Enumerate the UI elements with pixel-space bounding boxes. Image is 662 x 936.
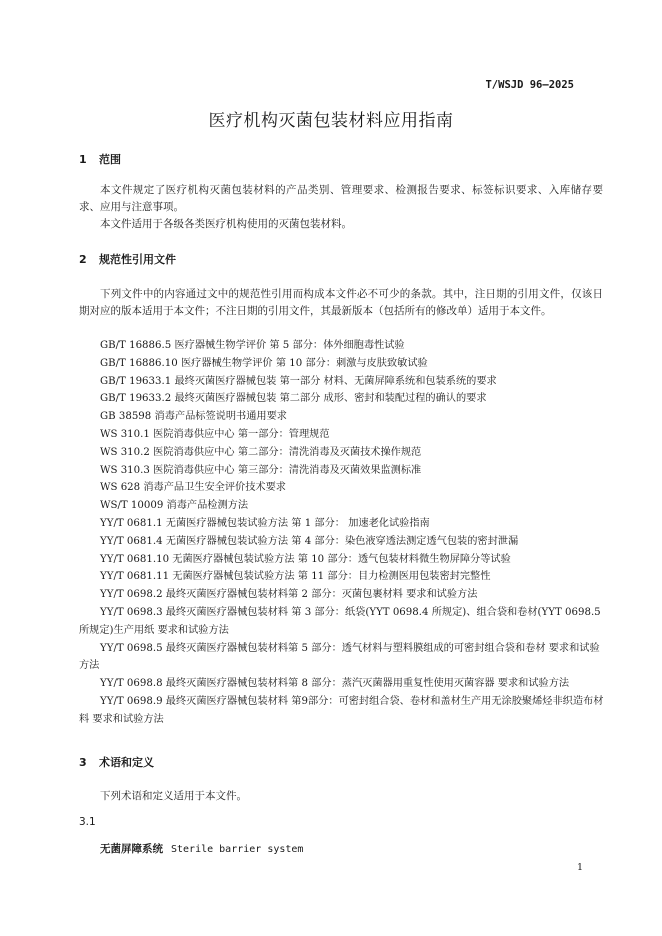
document-title: 医疗机构灭菌包装材料应用指南 xyxy=(208,111,454,131)
term-chinese-name: 无菌屏障系统 xyxy=(100,843,163,855)
references-intro: 下列文件中的内容通过文中的规范性引用而构成本文件必不可少的条款。其中，注日期的引用文件，仅该日期对应的版本适用于本文件；不注日期的引用文件，其最新版本（包括所有的修改单）适用于本文件。 xyxy=(79,288,603,317)
term-entry xyxy=(100,841,303,856)
reference-item: YY/T 0681.10 无菌医疗器械包装试验方法 第 10 部分：透气包装材料微生物屏障分等试验 xyxy=(100,553,511,565)
reference-item: GB/T 16886.5 医疗器械生物学评价 第 5 部分：体外细胞毒性试验 xyxy=(100,340,405,351)
section-1-title: 范围 xyxy=(99,153,121,166)
reference-item: YY/T 0698.8 最终灭菌医疗器械包装材料第 8 部分：蒸汽灭菌器用重复性使用灭菌容器 要求和试验方法 xyxy=(100,678,570,690)
section-2-heading xyxy=(79,251,176,267)
reference-item: GB/T 19633.1 最终灭菌医疗器械包装 第一部分 材料、无菌屏障系统和包装系统的要求 xyxy=(100,375,497,387)
reference-list xyxy=(79,337,605,729)
scope-paragraph-2: 本文件适用于各级各类医疗机构使用的灭菌包装材料。 xyxy=(100,218,352,230)
section-3-title: 术语和定义 xyxy=(99,756,154,769)
reference-item: WS/T 10009 消毒产品检测方法 xyxy=(100,500,249,512)
standard-code: T/WSJD 96—2025 xyxy=(485,79,574,91)
reference-item: YY/T 0698.9 最终灭菌医疗器械包装材料 第9部分：可密封组合袋、卷材和盖材生产用无涂胶聚烯烃非织造布材料 要求和试验方法 xyxy=(79,695,604,725)
section-1-heading xyxy=(79,151,121,167)
reference-item: GB 38598 消毒产品标签说明书通用要求 xyxy=(100,411,287,423)
reference-item: WS 310.2 医院消毒供应中心 第二部分：清洗消毒及灭菌技术操作规范 xyxy=(100,446,422,458)
reference-item: GB/T 16886.10 医疗器械生物学评价 第 10 部分：刺激与皮肤致敏试验 xyxy=(100,357,428,369)
section-3-heading xyxy=(79,754,154,770)
reference-item: YY/T 0681.1 无菌医疗器械包装试验方法 第 1 部分： 加速老化试验指南 xyxy=(100,517,430,529)
reference-item: WS 628 消毒产品卫生安全评价技术要求 xyxy=(100,482,286,494)
reference-item: WS 310.3 医院消毒供应中心 第三部分：清洗消毒及灭菌效果监测标准 xyxy=(100,464,422,476)
section-2-title: 规范性引用文件 xyxy=(99,253,176,266)
terms-intro: 下列术语和定义适用于本文件。 xyxy=(100,790,247,802)
page-number: 1 xyxy=(576,862,583,873)
section-1-number: 1 xyxy=(79,153,87,166)
term-number: 3.1 xyxy=(79,816,96,828)
reference-item: YY/T 0698.5 最终灭菌医疗器械包装材料第 5 部分：透气材料与塑料膜组成的可密封组合袋和卷材 要求和试验方法 xyxy=(79,642,600,672)
reference-item: WS 310.1 医院消毒供应中心 第一部分：管理规范 xyxy=(100,428,330,440)
scope-paragraph-1: 本文件规定了医疗机构灭菌包装材料的产品类别、管理要求、检测报告要求、标签标识要求、入库储存要求、应用与注意事项。 xyxy=(79,184,603,213)
reference-item: YY/T 0698.2 最终灭菌医疗器械包装材料第 2 部分：灭菌包裹材料 要求和试验方法 xyxy=(100,589,478,601)
section-2-number: 2 xyxy=(79,253,87,266)
reference-item: GB/T 19633.2 最终灭菌医疗器械包装 第二部分 成形、密封和装配过程的确认的要求 xyxy=(100,393,487,405)
reference-item: YY/T 0681.11 无菌医疗器械包装试验方法 第 11 部分：目力检测医用包装密封完整性 xyxy=(100,571,491,583)
section-3-number: 3 xyxy=(79,756,87,769)
reference-item: YY/T 0698.3 最终灭菌医疗器械包装材料 第 3 部分：纸袋(YYT 0698.4 所规定)、组合袋和卷材(YYT 0698.5 所规定)生产用纸 要求和试验方法 xyxy=(79,606,601,636)
reference-item: YY/T 0681.4 无菌医疗器械包装试验方法 第 4 部分：染色液穿透法测定透气包装的密封泄漏 xyxy=(100,535,519,547)
term-english-name: Sterile barrier system xyxy=(171,844,304,855)
